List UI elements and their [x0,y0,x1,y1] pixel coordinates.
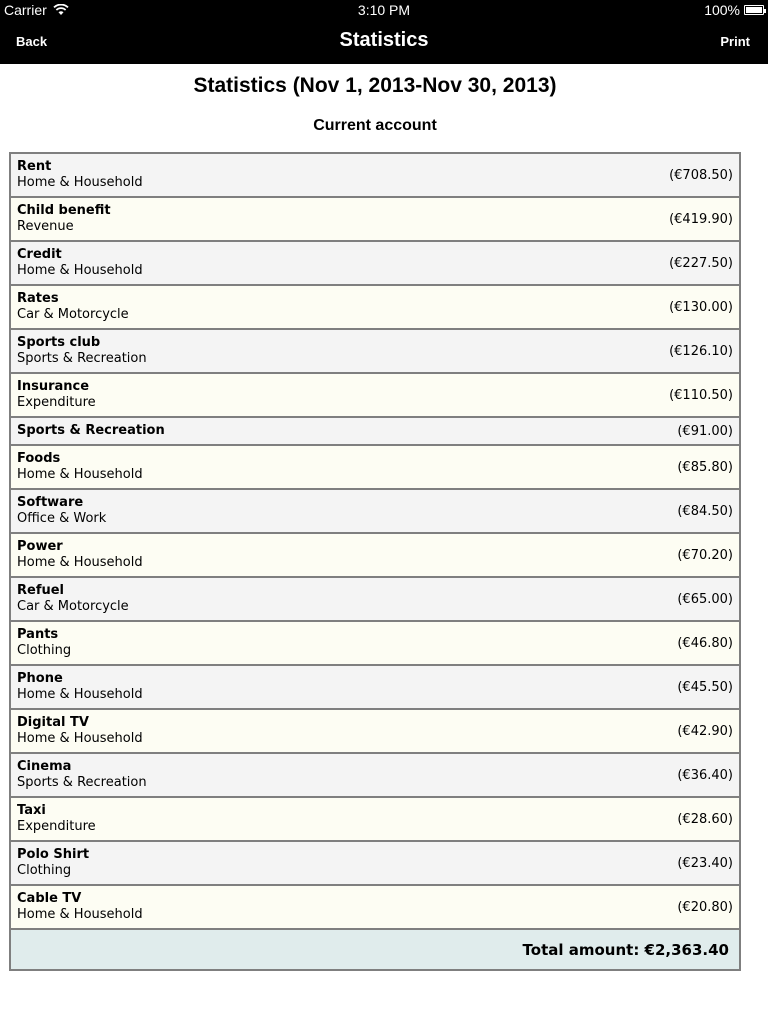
status-bar [0,0,768,20]
row-amount: (€46.80) [677,635,733,651]
table-row [11,330,739,374]
row-name: Credit [17,247,62,262]
report-title: Statistics (Nov 1, 2013-Nov 30, 2013) [193,74,557,97]
row-name: Foods [17,451,61,466]
row-name: Cinema [17,759,72,774]
row-amount: (€20.80) [677,899,733,915]
carrier-label: Carrier [4,2,47,18]
row-category: Clothing [17,863,72,878]
row-amount: (€70.20) [677,547,733,563]
row-category: Car & Motorcycle [17,599,129,614]
table-row [11,446,739,490]
table-row [11,842,739,886]
table-row [11,534,739,578]
row-amount: (€126.10) [669,343,733,359]
table-row [11,578,739,622]
row-category: Expenditure [17,819,96,834]
row-amount: (€45.50) [677,679,733,695]
row-amount: (€91.00) [677,423,733,439]
nav-title: Statistics [339,29,429,51]
report-subtitle: Current account [313,117,437,134]
table-row [11,198,739,242]
row-name: Child benefit [17,203,111,218]
row-name: Refuel [17,583,65,598]
row-category: Clothing [17,643,72,658]
row-name: Insurance [17,379,90,394]
row-name: Pants [17,627,59,642]
row-category: Home & Household [17,907,143,922]
row-name: Rent [17,159,52,174]
row-amount: (€84.50) [677,503,733,519]
row-category: Home & Household [17,731,143,746]
row-amount: (€65.00) [677,591,733,607]
row-name: Digital TV [17,715,89,730]
row-name: Cable TV [17,891,82,906]
row-category: Expenditure [17,395,96,410]
table-row [11,374,739,418]
row-category: Home & Household [17,467,143,482]
row-category: Revenue [17,219,74,234]
row-name: Taxi [17,803,46,818]
status-time: 3:10 PM [357,2,411,18]
table-row [11,754,739,798]
battery-indicator [704,2,764,18]
row-category: Home & Household [17,263,143,278]
row-name: Rates [17,291,59,306]
table-row [11,418,739,446]
print-button[interactable]: Print [720,34,750,49]
back-button[interactable]: Back [16,34,48,49]
row-name: Polo Shirt [17,847,90,862]
row-name: Sports club [17,335,101,350]
table-row [11,666,739,710]
table-row [11,286,739,330]
table-row [11,798,739,842]
row-amount: (€708.50) [669,167,733,183]
table-row [11,622,739,666]
row-name: Phone [17,671,63,686]
row-amount: (€42.90) [677,723,733,739]
row-category: Home & Household [17,175,143,190]
row-amount: (€419.90) [669,211,733,227]
battery-percentage: 100% [704,2,740,18]
table-row [11,490,739,534]
row-category: Office & Work [17,511,107,526]
statistics-table [9,152,741,971]
row-amount: (€23.40) [677,855,733,871]
table-row [11,710,739,754]
row-name: Sports & Recreation [17,423,165,438]
navigation-bar [0,20,768,64]
row-category: Home & Household [17,555,143,570]
row-amount: (€110.50) [669,387,733,403]
table-row [11,242,739,286]
row-name: Power [17,539,63,554]
row-amount: (€36.40) [677,767,733,783]
row-category: Sports & Recreation [17,351,147,366]
row-category: Home & Household [17,687,143,702]
row-category: Sports & Recreation [17,775,147,790]
row-amount: (€85.80) [677,459,733,475]
table-row [11,154,739,198]
row-amount: (€227.50) [669,255,733,271]
row-amount: (€28.60) [677,811,733,827]
row-name: Software [17,495,84,510]
table-row [11,886,739,930]
total-amount: Total amount: €2,363.40 [522,940,729,959]
row-category: Car & Motorcycle [17,307,129,322]
total-amount-row [11,930,739,971]
battery-icon [744,5,764,15]
row-amount: (€130.00) [669,299,733,315]
